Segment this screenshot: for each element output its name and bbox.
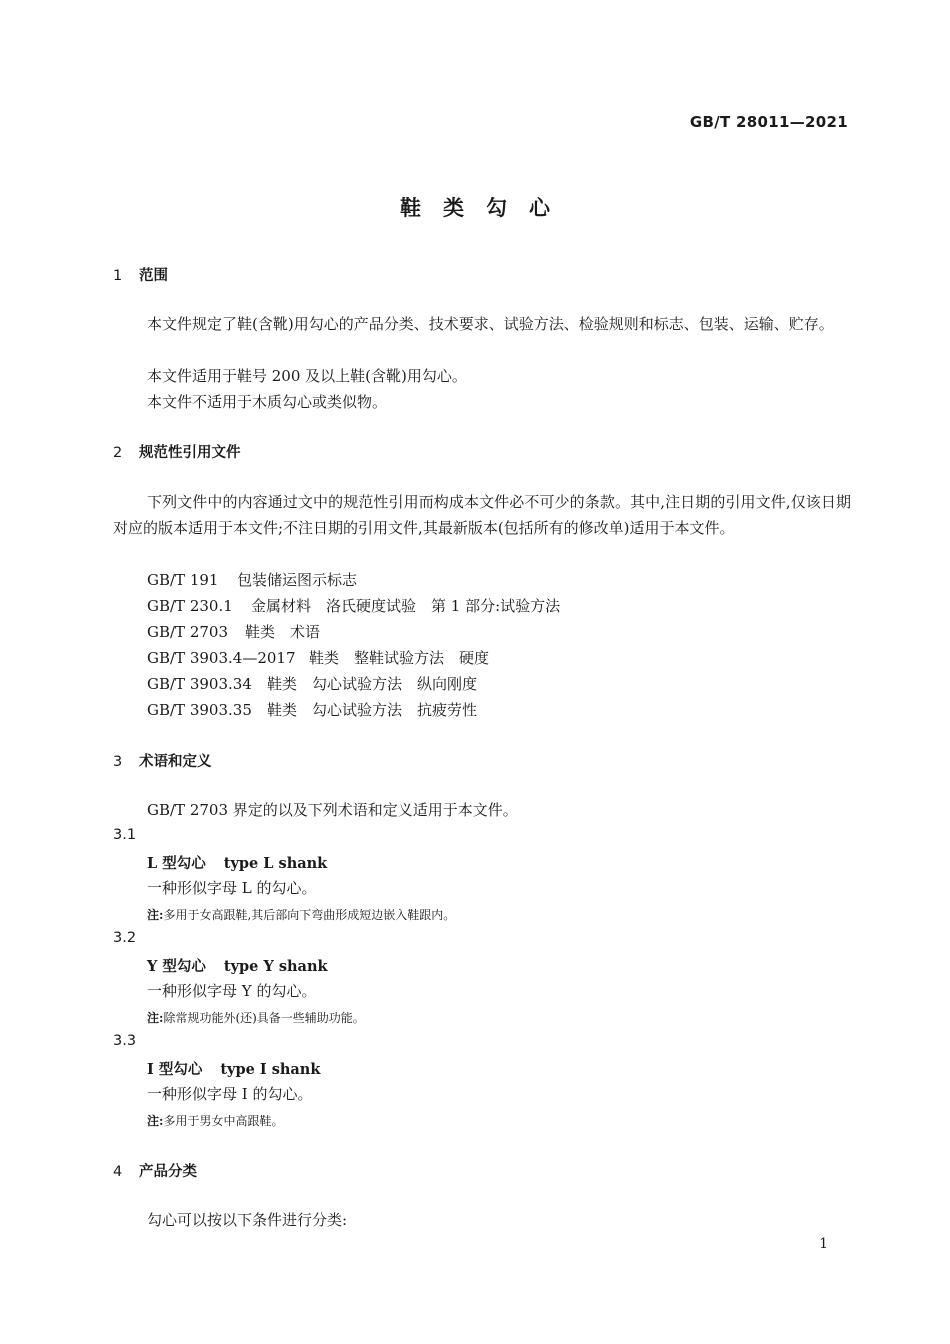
reference-code: GB/T 3903.34 — [147, 675, 252, 693]
section-1-heading — [113, 264, 168, 285]
term-chinese: L 型勾心 — [147, 855, 206, 872]
reference-title: 鞋类 勾心试验方法 抗疲劳性 — [267, 701, 478, 719]
term-chinese: I 型勾心 — [147, 1061, 203, 1078]
section-2-heading — [113, 441, 241, 462]
terms-intro: GB/T 2703 界定的以及下列术语和定义适用于本文件。 — [147, 801, 518, 819]
reference-code: GB/T 191 — [147, 571, 219, 589]
reference-item — [147, 671, 477, 697]
reference-title: 鞋类 勾心试验方法 纵向刚度 — [267, 675, 478, 693]
reference-title: 包装储运图示标志 — [237, 571, 358, 589]
note-text: 除常规功能外(还)具备一些辅助功能。 — [163, 1011, 365, 1025]
note-text: 多用于男女中高跟鞋。 — [163, 1114, 284, 1128]
term-english: type I shank — [220, 1061, 321, 1078]
term-note — [147, 1009, 365, 1026]
section-title: 范围 — [139, 268, 168, 284]
note-label: 注: — [147, 1114, 164, 1128]
term-definition: 一种形似字母 Y 的勾心。 — [147, 982, 317, 1000]
reference-code: GB/T 3903.4—2017 — [147, 649, 296, 667]
reference-title: 金属材料 洛氏硬度试验 第 1 部分:试验方法 — [251, 597, 561, 615]
reference-title: 鞋类 术语 — [245, 623, 321, 641]
term-definition: 一种形似字母 L 的勾心。 — [147, 879, 317, 897]
section-number: 3 — [113, 754, 123, 770]
term-note — [147, 1112, 283, 1129]
section-title: 术语和定义 — [139, 754, 212, 770]
section-title: 产品分类 — [139, 1164, 197, 1180]
term-english: type L shank — [223, 855, 328, 872]
scope-paragraph-3: 本文件不适用于木质勾心或类似物。 — [147, 393, 388, 411]
reference-item — [147, 567, 357, 593]
reference-title: 鞋类 整鞋试验方法 硬度 — [309, 649, 490, 667]
term-number: 3.3 — [113, 1033, 137, 1049]
scope-paragraph-2: 本文件适用于鞋号 200 及以上鞋(含靴)用勾心。 — [147, 367, 467, 385]
term-chinese: Y 型勾心 — [147, 958, 206, 975]
section-3-heading — [113, 750, 212, 771]
term-heading — [147, 955, 328, 976]
document-title: 鞋类勾心 — [400, 196, 572, 220]
classification-paragraph: 勾心可以按以下条件进行分类: — [147, 1211, 348, 1229]
term-english: type Y shank — [223, 958, 328, 975]
reference-code: GB/T 230.1 — [147, 597, 233, 615]
section-title: 规范性引用文件 — [139, 445, 241, 461]
reference-item — [147, 619, 320, 645]
reference-item — [147, 593, 560, 619]
note-label: 注: — [147, 1011, 164, 1025]
term-note — [147, 906, 455, 923]
note-label: 注: — [147, 908, 164, 922]
note-text: 多用于女高跟鞋,其后部向下弯曲形成短边嵌入鞋跟内。 — [163, 908, 456, 922]
standard-code-header: GB/T 28011—2021 — [689, 113, 848, 131]
section-number: 2 — [113, 445, 123, 461]
reference-code: GB/T 3903.35 — [147, 701, 252, 719]
term-heading — [147, 1058, 320, 1079]
reference-item — [147, 645, 489, 671]
section-number: 4 — [113, 1164, 123, 1180]
reference-code: GB/T 2703 — [147, 623, 229, 641]
section-number: 1 — [113, 268, 123, 284]
term-number: 3.2 — [113, 930, 137, 946]
term-definition: 一种形似字母 I 的勾心。 — [147, 1085, 313, 1103]
normative-references-paragraph: 下列文件中的内容通过文中的规范性引用而构成本文件必不可少的条款。其中,注日期的引用文件,仅该日期对应的版本适用于本文件;不注日期的引用文件,其最新版本(包括所有的修改单)适用于本文件。 — [113, 493, 851, 537]
reference-item — [147, 697, 477, 723]
term-heading — [147, 852, 327, 873]
section-4-heading — [113, 1160, 197, 1181]
term-number: 3.1 — [113, 827, 137, 843]
page-number: 1 — [819, 1236, 828, 1252]
scope-paragraph-1: 本文件规定了鞋(含靴)用勾心的产品分类、技术要求、试验方法、检验规则和标志、包装、运输、贮存。 — [147, 315, 834, 333]
